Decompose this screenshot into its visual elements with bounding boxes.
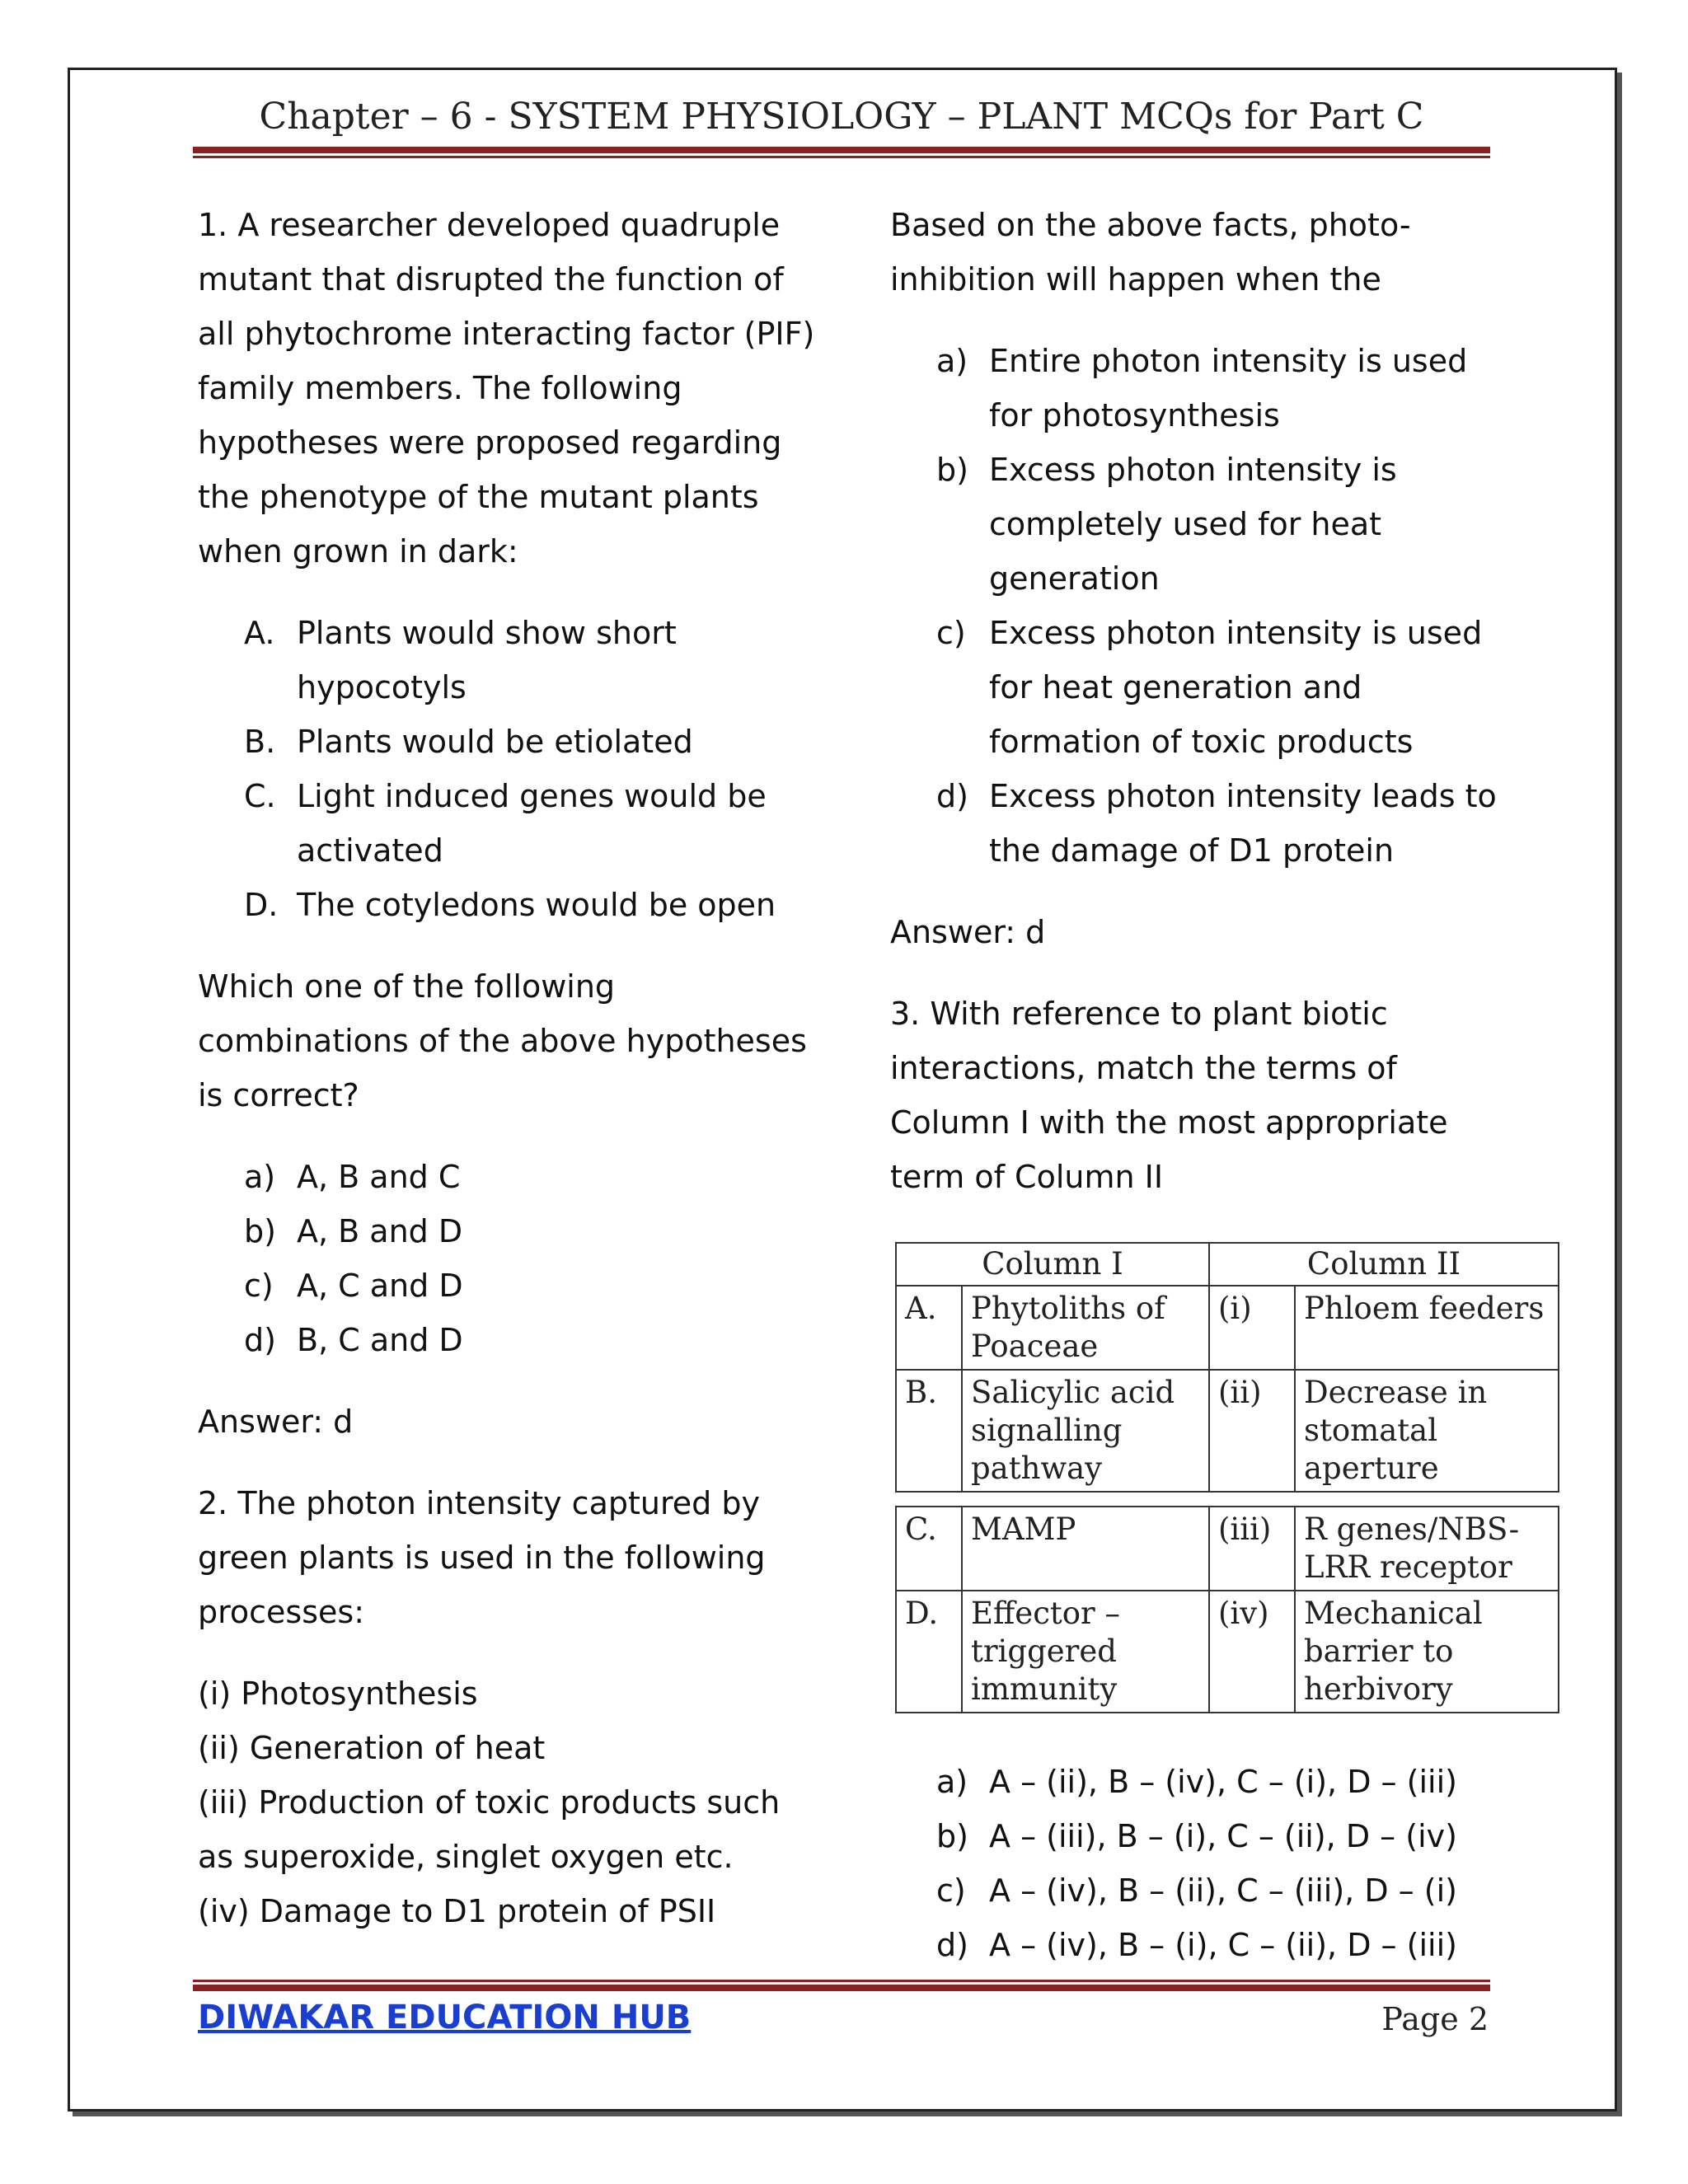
table-row: B. Salicylic acid signalling pathway (ii) Decrease in stomatal aperture (896, 1370, 1559, 1492)
option-item: c) A, C and D (244, 1268, 463, 1304)
match-table-block (895, 1242, 1545, 1713)
q2-question: Based on the above facts, photo-inhibition will happen when the (890, 207, 1411, 298)
match-table-bottom (895, 1506, 1559, 1713)
option-item: d) B, C and D (244, 1322, 463, 1358)
table-row: A. Phytoliths of Poaceae (i) Phloem feeders (896, 1286, 1559, 1370)
q1-answer: Answer: d (198, 1404, 354, 1440)
option-item: c) A – (iv), B – (ii), C – (iii), D – (i) (936, 1872, 1457, 1909)
list-item: D. The cotyledons would be open (244, 887, 776, 923)
q3-options (890, 1755, 1517, 1972)
option-item: b) A, B and D (244, 1213, 463, 1249)
q2-answer: Answer: d (890, 914, 1046, 950)
option-item: a) A, B and C (244, 1159, 461, 1195)
option-item: d) Excess photon intensity leads to the damage of D1 protein (936, 778, 1497, 869)
left-column (198, 198, 824, 1938)
list-item: A. Plants would show short hypocotyls (244, 615, 677, 705)
q1-question: Which one of the following combinations of the above hypotheses is correct? (198, 968, 807, 1113)
list-item: B. Plants would be etiolated (244, 724, 693, 760)
list-item: C. Light induced genes would be activated (244, 778, 767, 869)
column-2-header: Column II (1209, 1243, 1559, 1286)
table-row: C. MAMP (iii) R genes/NBS-LRR receptor (896, 1507, 1559, 1591)
option-item: a) A – (ii), B – (iv), C – (i), D – (iii) (936, 1764, 1457, 1800)
q3-stem: 3. With reference to plant biotic interactions, match the terms of Column I with the most appropriate term of Column II (890, 996, 1448, 1195)
option-item: d) A – (iv), B – (i), C – (ii), D – (iii) (936, 1927, 1457, 1963)
footer-rule (193, 1980, 1490, 1991)
q2-options (890, 334, 1517, 878)
q2-process-4: (iv) Damage to D1 protein of PSII (198, 1893, 716, 1929)
match-table-top (895, 1242, 1559, 1493)
q1-options (198, 1150, 824, 1367)
option-item: b) A – (iii), B – (i), C – (ii), D – (iv) (936, 1818, 1457, 1854)
option-item: c) Excess photon intensity is used for heat generation and formation of toxic products (936, 615, 1483, 760)
column-1-header: Column I (896, 1243, 1209, 1286)
footer-brand-link[interactable]: DIWAKAR EDUCATION HUB (198, 1999, 692, 2036)
option-item: a) Entire photon intensity is used for photosynthesis (936, 343, 1468, 434)
q1-hypotheses (198, 606, 824, 932)
option-item: b) Excess photon intensity is completely used for heat generation (936, 452, 1397, 597)
q2-process-3: (iii) Production of toxic products such as superoxide, singlet oxygen etc. (198, 1784, 781, 1875)
header-rule (193, 147, 1490, 158)
page-number: Page 2 (1381, 2001, 1489, 2037)
right-column (890, 198, 1545, 1972)
table-row: D. Effector – triggered immunity (iv) Mechanical barrier to herbivory (896, 1591, 1559, 1713)
page-title: Chapter – 6 - SYSTEM PHYSIOLOGY – PLANT MCQs for Part C (259, 96, 1424, 138)
q2-process-2: (ii) Generation of heat (198, 1730, 546, 1766)
q2-process-1: (i) Photosynthesis (198, 1675, 478, 1712)
q2-stem: 2. The photon intensity captured by green plants is used in the following processes: (198, 1485, 766, 1630)
q1-stem: 1. A researcher developed quadruple mutant that disrupted the function of all phytochrome interacting factor (PIF) family members. The following hypotheses were proposed regarding the phenotype of the mutant plants when grown in dark: (198, 207, 815, 569)
